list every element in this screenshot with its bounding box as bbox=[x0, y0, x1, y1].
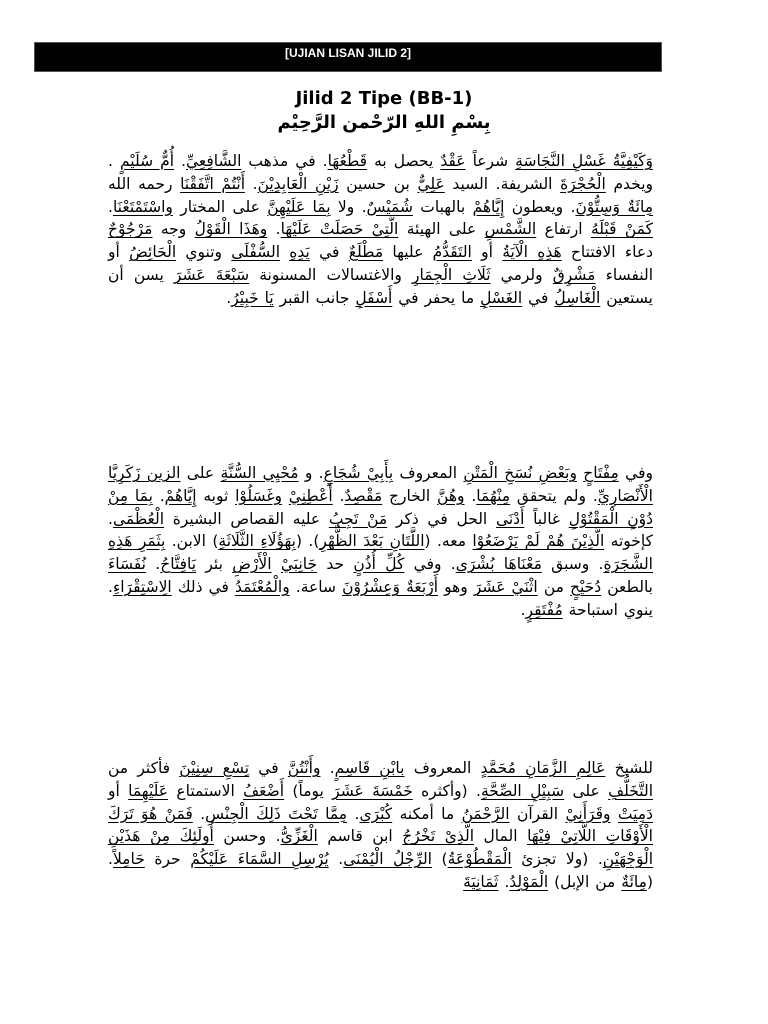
underlined-term: كَمَنْ قَبْلَهُ bbox=[590, 220, 654, 239]
underlined-term: إِيَّاهُمْ bbox=[472, 197, 505, 216]
text-run: ثوبه bbox=[196, 486, 236, 505]
underlined-term: التَّخَلُّفِ bbox=[608, 781, 654, 800]
text-run: . في مذهب bbox=[241, 152, 328, 170]
underlined-term: الغَسْلِ bbox=[480, 288, 523, 307]
text-run: يوماً) bbox=[284, 781, 333, 800]
underlined-term: بِثَمَرِ هَذِهِ الشَّجَرَةِ bbox=[108, 532, 653, 574]
underlined-term: وقَرَأَنِيْ bbox=[565, 804, 611, 823]
underlined-term: ثَمَانِيَةَ bbox=[463, 872, 499, 891]
text-run: . ( bbox=[108, 850, 653, 891]
underlined-term: أَسْفَلِ bbox=[355, 288, 393, 307]
text-run: معه. ( bbox=[424, 532, 473, 551]
underlined-term: مِنْهُمَا bbox=[476, 486, 511, 505]
text-run bbox=[280, 243, 289, 261]
underlined-term: وأَنْتُنَّ bbox=[287, 759, 321, 777]
underlined-term: مَطْلَعٌ bbox=[348, 243, 384, 262]
underlined-term: مُفْتَقِرٍ bbox=[525, 600, 563, 619]
basmala-heading: بِسْمِ اللهِ الرّحْمن الرَّحِيْم bbox=[277, 112, 491, 133]
underlined-term: أَعْطِنِيْ bbox=[288, 486, 333, 505]
text-run: غالباً bbox=[524, 509, 569, 528]
underlined-term: أُولَئِكَ مِنْ هَذَيْنِ الْوَجْهَيْنِ bbox=[108, 827, 654, 869]
text-run: . bbox=[192, 804, 206, 823]
underlined-term: إِيَّاهُمْ bbox=[164, 486, 197, 505]
text-run: يسن أن يستعين bbox=[108, 265, 653, 307]
underlined-term: كُبْرَى bbox=[359, 804, 393, 823]
text-run: دعاء الافتتاح bbox=[561, 243, 653, 262]
underlined-term: عَقْدٌ bbox=[440, 152, 466, 170]
text-run: . bbox=[520, 600, 526, 619]
underlined-term: حَامِلاً bbox=[112, 850, 145, 869]
text-run: . ويعطون bbox=[504, 197, 576, 216]
underlined-term: أَنْتُمْ اتَّفَقْنَا bbox=[180, 174, 245, 193]
underlined-term: الشَّمْسِ bbox=[484, 220, 537, 239]
underlined-term: الَّتِيْ حَصَلَتْ عَلَيْهَا bbox=[280, 220, 399, 239]
underlined-term: مِائَةٌ bbox=[621, 872, 647, 891]
text-run: . bbox=[328, 850, 344, 869]
underlined-term: قَطْعُهَا bbox=[327, 152, 368, 170]
text-run: . ويخدم bbox=[108, 152, 653, 193]
text-run: . bbox=[498, 872, 510, 891]
text-run: ما أمكنه bbox=[392, 804, 462, 823]
underlined-term: الْغَاسِلُ bbox=[554, 288, 601, 307]
underlined-term: بِهَؤُلَاءِ الثَّلَاثَةِ bbox=[218, 532, 296, 551]
text-run: المعروف bbox=[393, 464, 464, 482]
underlined-term: هَذِهِ الْآيَةُ bbox=[502, 243, 562, 262]
underlined-term: مَعْنَاهَا بُشْرَى bbox=[455, 555, 542, 574]
document-title: Jilid 2 Tipe (BB-1) bbox=[295, 88, 473, 109]
text-run: . وحسن bbox=[213, 827, 281, 846]
text-run: شرعاً bbox=[465, 152, 516, 170]
text-run: ساعة. bbox=[289, 577, 343, 596]
underlined-term: الْمَوْلِدُ bbox=[509, 872, 549, 891]
text-run: جانب القبر bbox=[273, 288, 356, 307]
text-run: القرآن bbox=[509, 804, 566, 823]
text-run: يحصل به bbox=[367, 152, 441, 170]
text-run bbox=[272, 555, 281, 573]
underlined-term: يُرْسِلِ السَّمَاءَ عَلَيْكُمْ bbox=[190, 850, 329, 869]
text-run: والاغتسالات المسنونة bbox=[249, 265, 413, 284]
text-run: المعروف bbox=[404, 759, 481, 777]
text-run: الاستمتاع bbox=[168, 781, 244, 800]
underlined-term: مِائَةٌ وَسِتُّوْنَ bbox=[575, 197, 654, 216]
underlined-term: عَلَيْهِمَا bbox=[128, 781, 169, 800]
text-run: حد bbox=[317, 555, 354, 574]
underlined-term: الزين زَكَرِيَّا الْأَنْصَارِيِّ bbox=[108, 464, 653, 505]
underlined-term: أُمٌّ سُلَيْمٍ bbox=[119, 152, 175, 170]
underlined-term: الْعُظْمَى bbox=[112, 509, 165, 528]
underlined-term: الرَّحْمَنُ bbox=[461, 804, 510, 823]
text-run: . bbox=[464, 486, 477, 505]
text-run: وجه bbox=[152, 220, 195, 239]
text-run: الخارج bbox=[382, 486, 438, 505]
underlined-term: مُحْيِي السُّنَّةِ bbox=[220, 464, 299, 482]
text-run: على bbox=[564, 781, 609, 800]
underlined-term: دَمِيَتْ bbox=[617, 804, 654, 823]
underlined-term: يَافِتَّاحُ bbox=[160, 555, 197, 574]
text-run: . (ولا تجزئ bbox=[511, 850, 603, 869]
underlined-term: مَشْرِقٌ bbox=[552, 265, 596, 284]
text-run: في bbox=[309, 243, 349, 262]
underlined-term: السُّفْلَى bbox=[231, 243, 281, 262]
underlined-term: سَبِيْلِ الصِّحَّةِ bbox=[480, 781, 565, 800]
underlined-term: تِسْعِ سِنِيْنَ bbox=[179, 759, 250, 777]
underlined-term: وبَعْضِ نُسَخِ الْمَتْنِ bbox=[463, 464, 577, 482]
text-run: من bbox=[537, 577, 570, 596]
underlined-term: مِمَّا تَحْتَ ذَلِكَ الْجِنْسِ bbox=[205, 804, 348, 823]
text-run: ما يحفر في bbox=[392, 288, 481, 307]
text-run: في ذلك bbox=[171, 577, 235, 596]
text-run: المال bbox=[474, 827, 528, 846]
text-run: من الإبل) bbox=[548, 872, 622, 891]
underlined-term: اللَّتَانِ بَعْدَ الظُّهْرِ bbox=[319, 532, 425, 551]
text-run: . bbox=[347, 804, 360, 823]
text-run: وهو bbox=[438, 577, 474, 596]
underlined-term: وغَسَلُوْا bbox=[235, 486, 282, 505]
paragraph-2 bbox=[108, 462, 653, 622]
text-run: على bbox=[180, 464, 221, 482]
text-run: فأكثر من bbox=[108, 759, 180, 777]
text-run: . bbox=[146, 555, 161, 574]
underlined-term: خَمْسَةَ عَشَرَ bbox=[332, 781, 413, 800]
underlined-term: دُحَيْحٍ bbox=[570, 577, 602, 596]
underlined-term: سَبْعَةَ عَشَرَ bbox=[173, 265, 250, 284]
text-run: . bbox=[332, 486, 345, 505]
underlined-term: مَقْصِدٌ bbox=[344, 486, 383, 505]
underlined-term: وهُنَّ bbox=[437, 486, 465, 505]
underlined-term: مَنْ تَجِبُ bbox=[328, 509, 388, 528]
underlined-term: جَانِبَيْ bbox=[280, 555, 318, 574]
text-run: بئر bbox=[196, 555, 233, 574]
text-run: عليه القصاص البشيرة bbox=[164, 509, 329, 528]
text-run: أو bbox=[471, 243, 503, 262]
underlined-term: بِمَا عَلَيْهِنَّ bbox=[267, 197, 331, 216]
text-run: . (وأكثره bbox=[412, 781, 481, 800]
text-run: بن حسين bbox=[338, 174, 418, 193]
underlined-term: يَا خَبِيْرُ bbox=[231, 288, 274, 307]
underlined-term: الشَّافِعِيِّ bbox=[186, 152, 242, 170]
underlined-term: الرِّجْلُ الْيُمْنَى bbox=[343, 850, 432, 869]
underlined-term: الْغَزِّيُّ bbox=[280, 827, 318, 846]
underlined-term: مَرْجُوْحٌ bbox=[108, 220, 153, 239]
underlined-term: مِفْتَاحٍ bbox=[583, 464, 619, 482]
text-run: بالهبات bbox=[412, 197, 473, 216]
text-run: الحل في ذكر bbox=[387, 509, 496, 528]
underlined-term: وَكَيْفِيَّةُ غَسْلِ النَّجَاسَةِ bbox=[515, 152, 653, 170]
underlined-term: زَيْنِ الْعَابِدِيْنَ bbox=[257, 174, 339, 193]
text-run bbox=[282, 487, 289, 505]
text-run: . bbox=[320, 759, 335, 777]
text-run: بالطعن bbox=[601, 577, 653, 596]
underlined-term: بِأَبِيْ شُجَاعٍ bbox=[323, 464, 394, 482]
underlined-term: نُفَسَاءَ bbox=[108, 555, 146, 574]
text-run: رحمه الله bbox=[108, 174, 181, 193]
underlined-term: والْمُعْتَمَدُ bbox=[234, 577, 290, 596]
underlined-term: الَّذِيْنَ هُمْ لَمْ يَرْضَعُوْا bbox=[472, 532, 605, 551]
header-bar bbox=[34, 42, 662, 72]
underlined-term: يَدِهِ bbox=[289, 243, 310, 262]
text-run: أو النفساء bbox=[108, 243, 654, 284]
text-run: . ولا bbox=[330, 197, 367, 216]
underlined-term: واسْتَمْتَعْنَا bbox=[112, 197, 173, 216]
text-run: وتنوي bbox=[176, 243, 232, 262]
text-run: ) bbox=[431, 850, 448, 869]
text-run: للشيخ bbox=[605, 759, 653, 777]
text-run: ولرمي bbox=[490, 265, 553, 284]
underlined-term: بابْنِ قَاسِمٍ bbox=[334, 759, 405, 777]
text-run: على المختار bbox=[172, 197, 268, 216]
underlined-term: عَلِيٌّ bbox=[417, 174, 445, 193]
text-run: . ولم يتحقق bbox=[510, 486, 598, 505]
underlined-term: الِاسْتِقْرَاءِ bbox=[112, 577, 172, 596]
underlined-term: كُلِّ أُذُنٍ bbox=[353, 555, 405, 574]
text-run: . bbox=[245, 174, 258, 193]
text-run: . و bbox=[298, 464, 324, 482]
text-run: ارتفاع bbox=[536, 220, 591, 239]
underlined-term: وهَذَا الْقَوْلُ bbox=[194, 220, 268, 239]
underlined-term: الَّذِيْ تَخْرُجُ bbox=[402, 827, 474, 846]
underlined-term: الْحُجْرَةَ bbox=[560, 174, 606, 193]
underlined-term: أَضْعَفُ bbox=[243, 781, 285, 800]
text-run: . bbox=[174, 152, 186, 170]
header-label: [UJIAN LISAN JILID 2] bbox=[284, 46, 411, 60]
text-run: . ينوي استباحة bbox=[108, 577, 653, 619]
paragraph-3 bbox=[108, 757, 653, 894]
text-run: في bbox=[249, 759, 288, 777]
text-run: الشريفة. السيد bbox=[444, 174, 561, 193]
underlined-term: شُمَيْسٌ bbox=[366, 197, 413, 216]
underlined-term: أَدْنَى bbox=[495, 509, 525, 528]
underlined-term: الْمَقْطُوْعَةُ bbox=[447, 850, 512, 869]
text-run: عليها bbox=[383, 243, 433, 262]
underlined-term: التَقَدُّمُ bbox=[432, 243, 472, 262]
text-run: ) الابن. bbox=[165, 532, 219, 551]
text-run: في bbox=[522, 288, 555, 307]
text-run: . وفي bbox=[404, 555, 456, 574]
underlined-term: أَرْبَعَةٌ وَعِشْرُوْنَ bbox=[342, 577, 439, 596]
text-run: حرة bbox=[144, 850, 191, 869]
underlined-term: بِمَا مِنْ دُوْنِ الْمَقْتُوْلِ bbox=[108, 486, 653, 528]
underlined-term: عَالِمِ الزَّمَانِ مُحَمَّدٍ bbox=[480, 759, 606, 777]
text-run: . وسبق bbox=[541, 555, 604, 574]
text-run: وفي bbox=[618, 464, 653, 482]
text-run: . كإخوته bbox=[108, 509, 653, 551]
text-run: ). ( bbox=[295, 532, 320, 551]
text-run: أو bbox=[108, 781, 129, 800]
text-run: . bbox=[226, 288, 232, 307]
text-run: . bbox=[108, 197, 113, 216]
text-run bbox=[610, 805, 617, 823]
underlined-term: ثَلَاثِ الْجِمَارِ bbox=[412, 265, 491, 284]
text-run: . bbox=[267, 220, 281, 239]
text-run: على الهيئة bbox=[398, 220, 485, 239]
text-run: . bbox=[152, 486, 165, 505]
underlined-term: الْحَائِضُ bbox=[129, 243, 177, 262]
text-run: ابن قاسم bbox=[317, 827, 403, 846]
underlined-term: الْأَرْضِ bbox=[232, 555, 272, 574]
paragraph-1 bbox=[108, 150, 653, 310]
underlined-term: فَمَنْ هُوَ تَرَكَ الْأَوْقَاتِ اللَّاتِيْ فِيْهَا bbox=[108, 804, 653, 846]
underlined-term: اثْنَيْ عَشَرَ bbox=[473, 577, 538, 596]
